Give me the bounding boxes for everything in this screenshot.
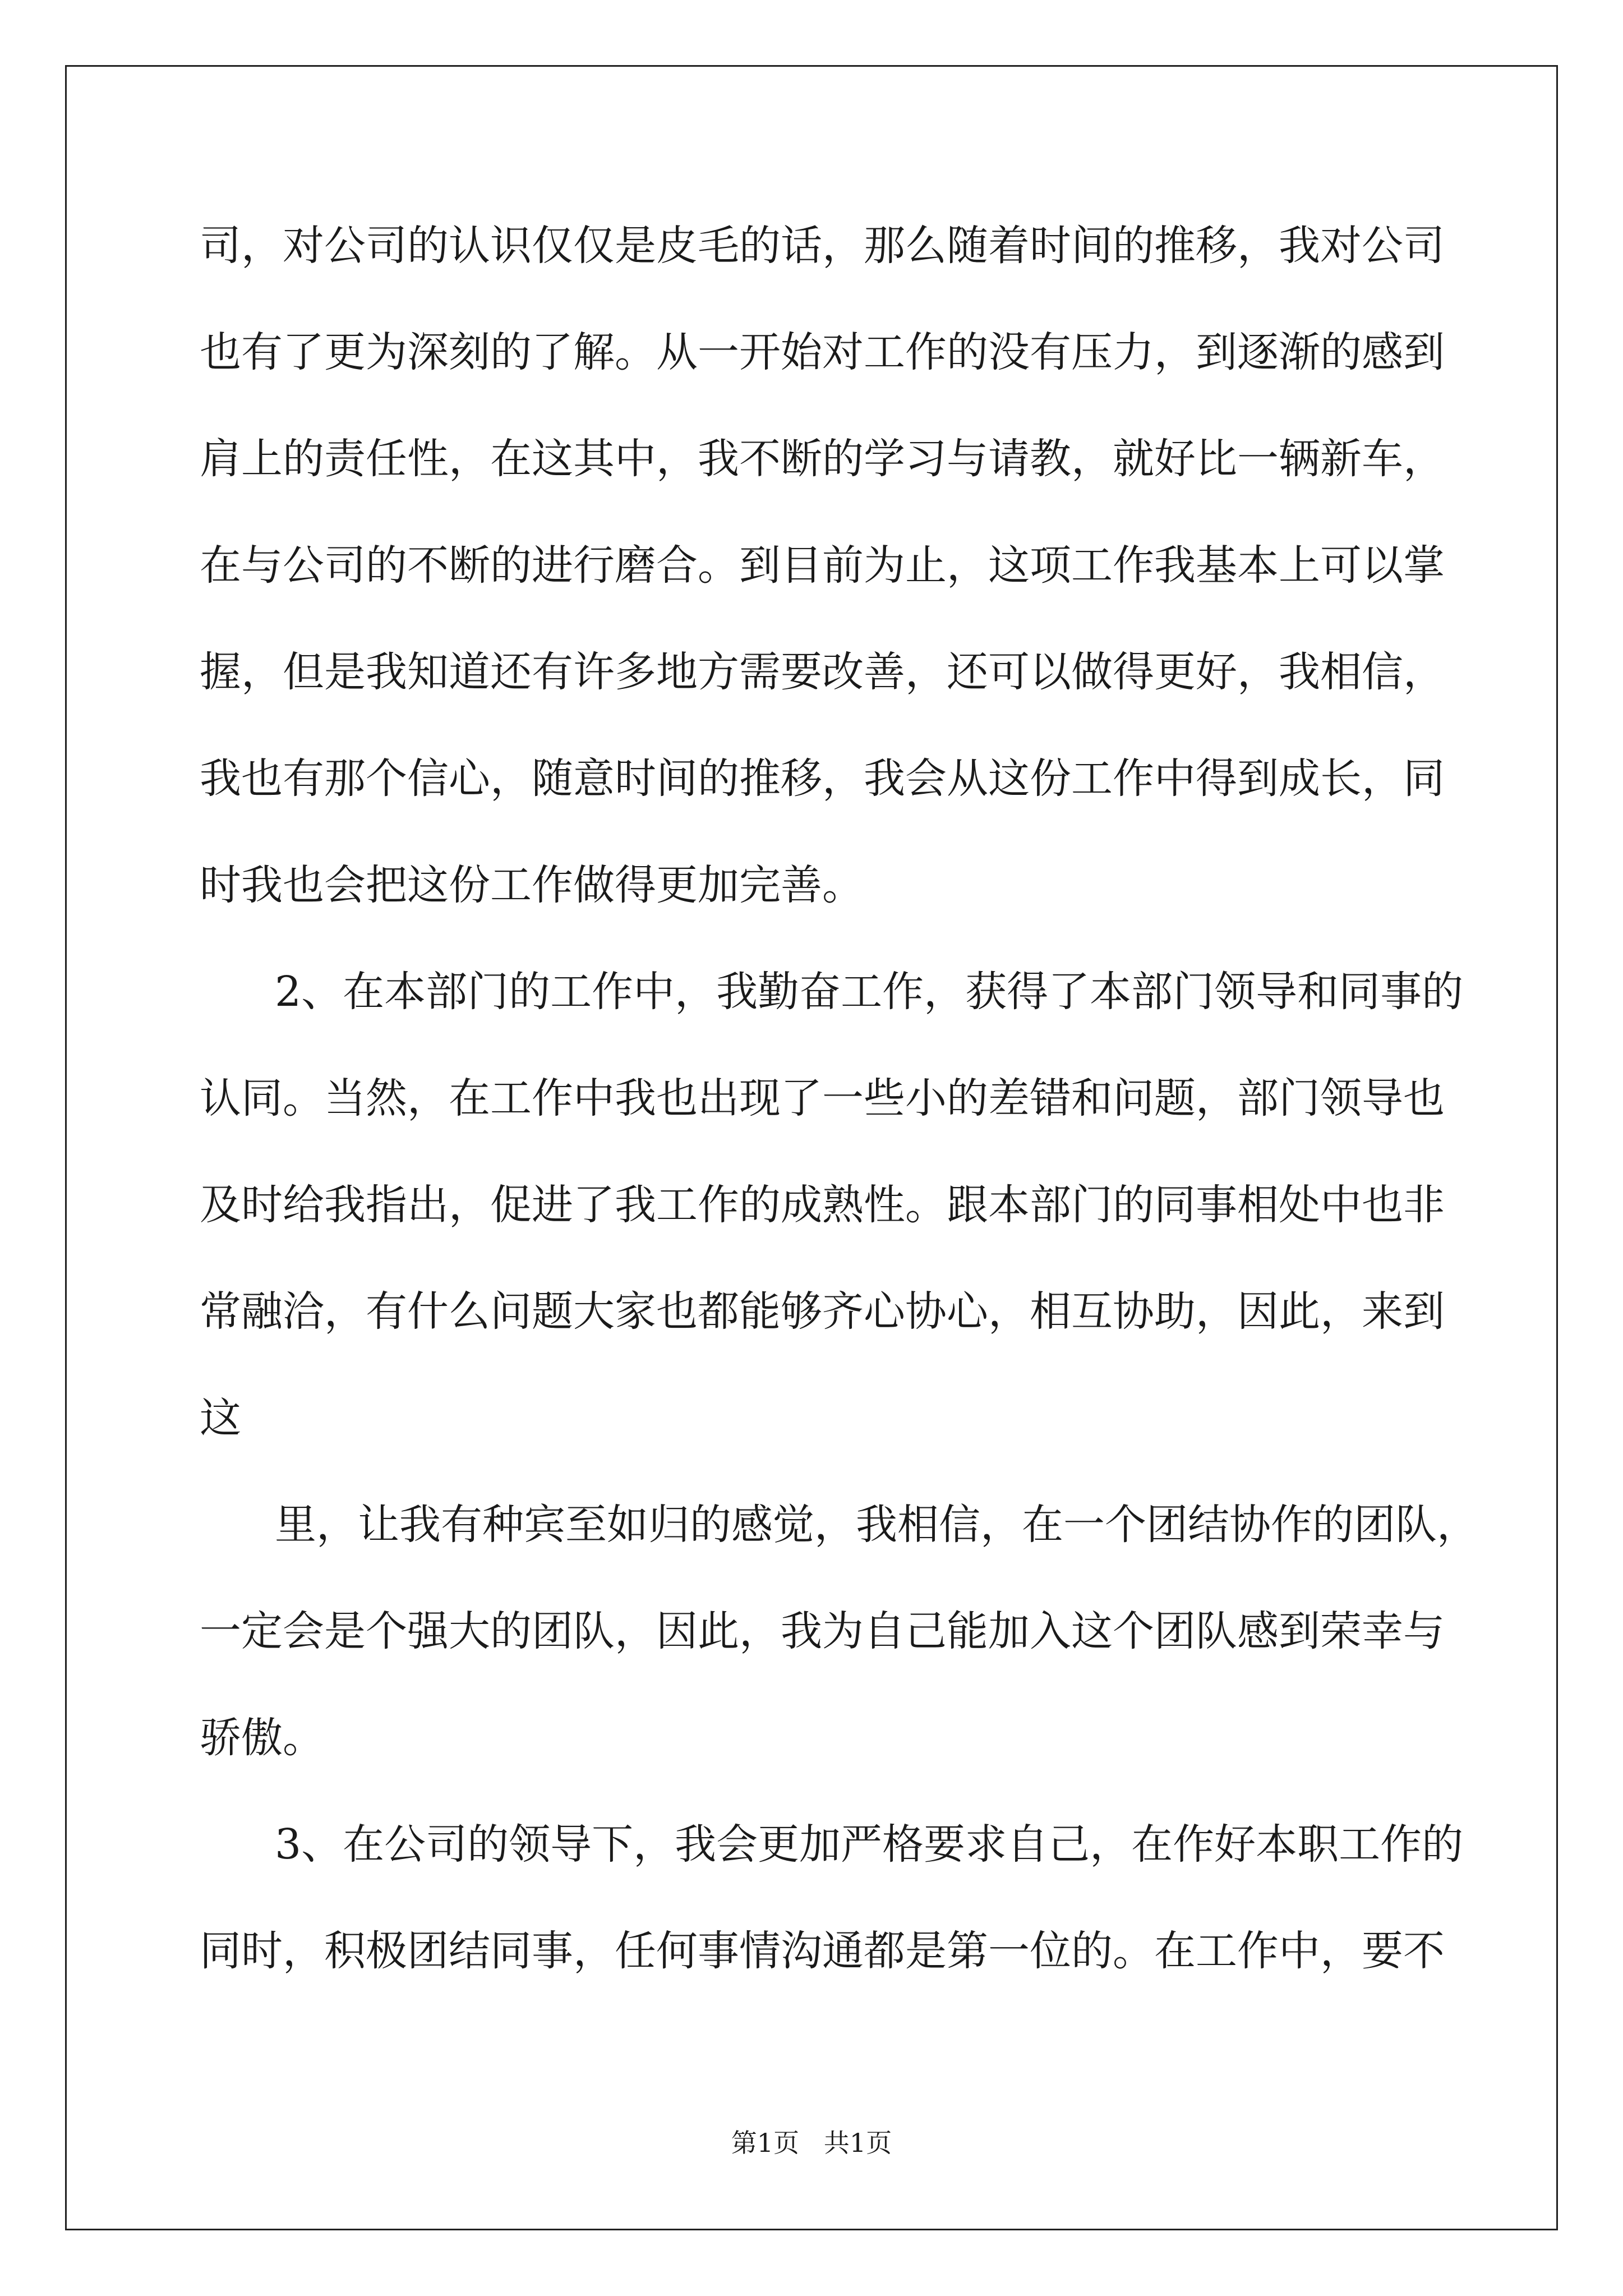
text-line: 骄傲。 bbox=[200, 1714, 324, 1762]
page-number-footer: 第1页 共1页 bbox=[731, 2128, 892, 2158]
text-line: 我也有那个信心，随意时间的推移，我会从这份工作中得到成长，同 bbox=[200, 754, 1445, 803]
text-line: 肩上的责任性，在这其中，我不断的学习与请教，就好比一辆新车， bbox=[200, 435, 1445, 483]
text-line: 司，对公司的认识仅仅是皮毛的话，那么随着时间的推移，我对公司 bbox=[200, 222, 1445, 270]
text-line: 这 bbox=[200, 1394, 241, 1442]
text-line: 及时给我指出，促进了我工作的成熟性。跟本部门的同事相处中也非 bbox=[200, 1181, 1445, 1229]
text-line: 时我也会把这份工作做得更加完善。 bbox=[200, 861, 864, 909]
text-line: 同时，积极团结同事，任何事情沟通都是第一位的。在工作中，要不 bbox=[200, 1927, 1445, 1975]
paragraph-start-line: 里，让我有种宾至如归的感觉，我相信，在一个团结协作的团队， bbox=[275, 1501, 1478, 1549]
text-line: 常融洽，有什么问题大家也都能够齐心协心，相互协助，因此，来到 bbox=[200, 1287, 1445, 1336]
paragraph-start-line: 3、在公司的领导下，我会更加严格要求自己，在作好本职工作的 bbox=[275, 1820, 1464, 1869]
text-line: 也有了更为深刻的了解。从一开始对工作的没有压力，到逐渐的感到 bbox=[200, 328, 1445, 376]
paragraph-start-line: 2、在本部门的工作中，我勤奋工作，获得了本部门领导和同事的 bbox=[275, 968, 1464, 1016]
text-line: 一定会是个强大的团队，因此，我为自己能加入这个团队感到荣幸与 bbox=[200, 1607, 1445, 1655]
text-line: 握，但是我知道还有许多地方需要改善，还可以做得更好，我相信， bbox=[200, 648, 1445, 696]
text-line: 认同。当然，在工作中我也出现了一些小的差错和问题，部门领导也 bbox=[200, 1074, 1445, 1122]
text-line: 在与公司的不断的进行磨合。到目前为止，这项工作我基本上可以掌 bbox=[200, 541, 1445, 590]
page-border bbox=[65, 65, 1558, 2230]
